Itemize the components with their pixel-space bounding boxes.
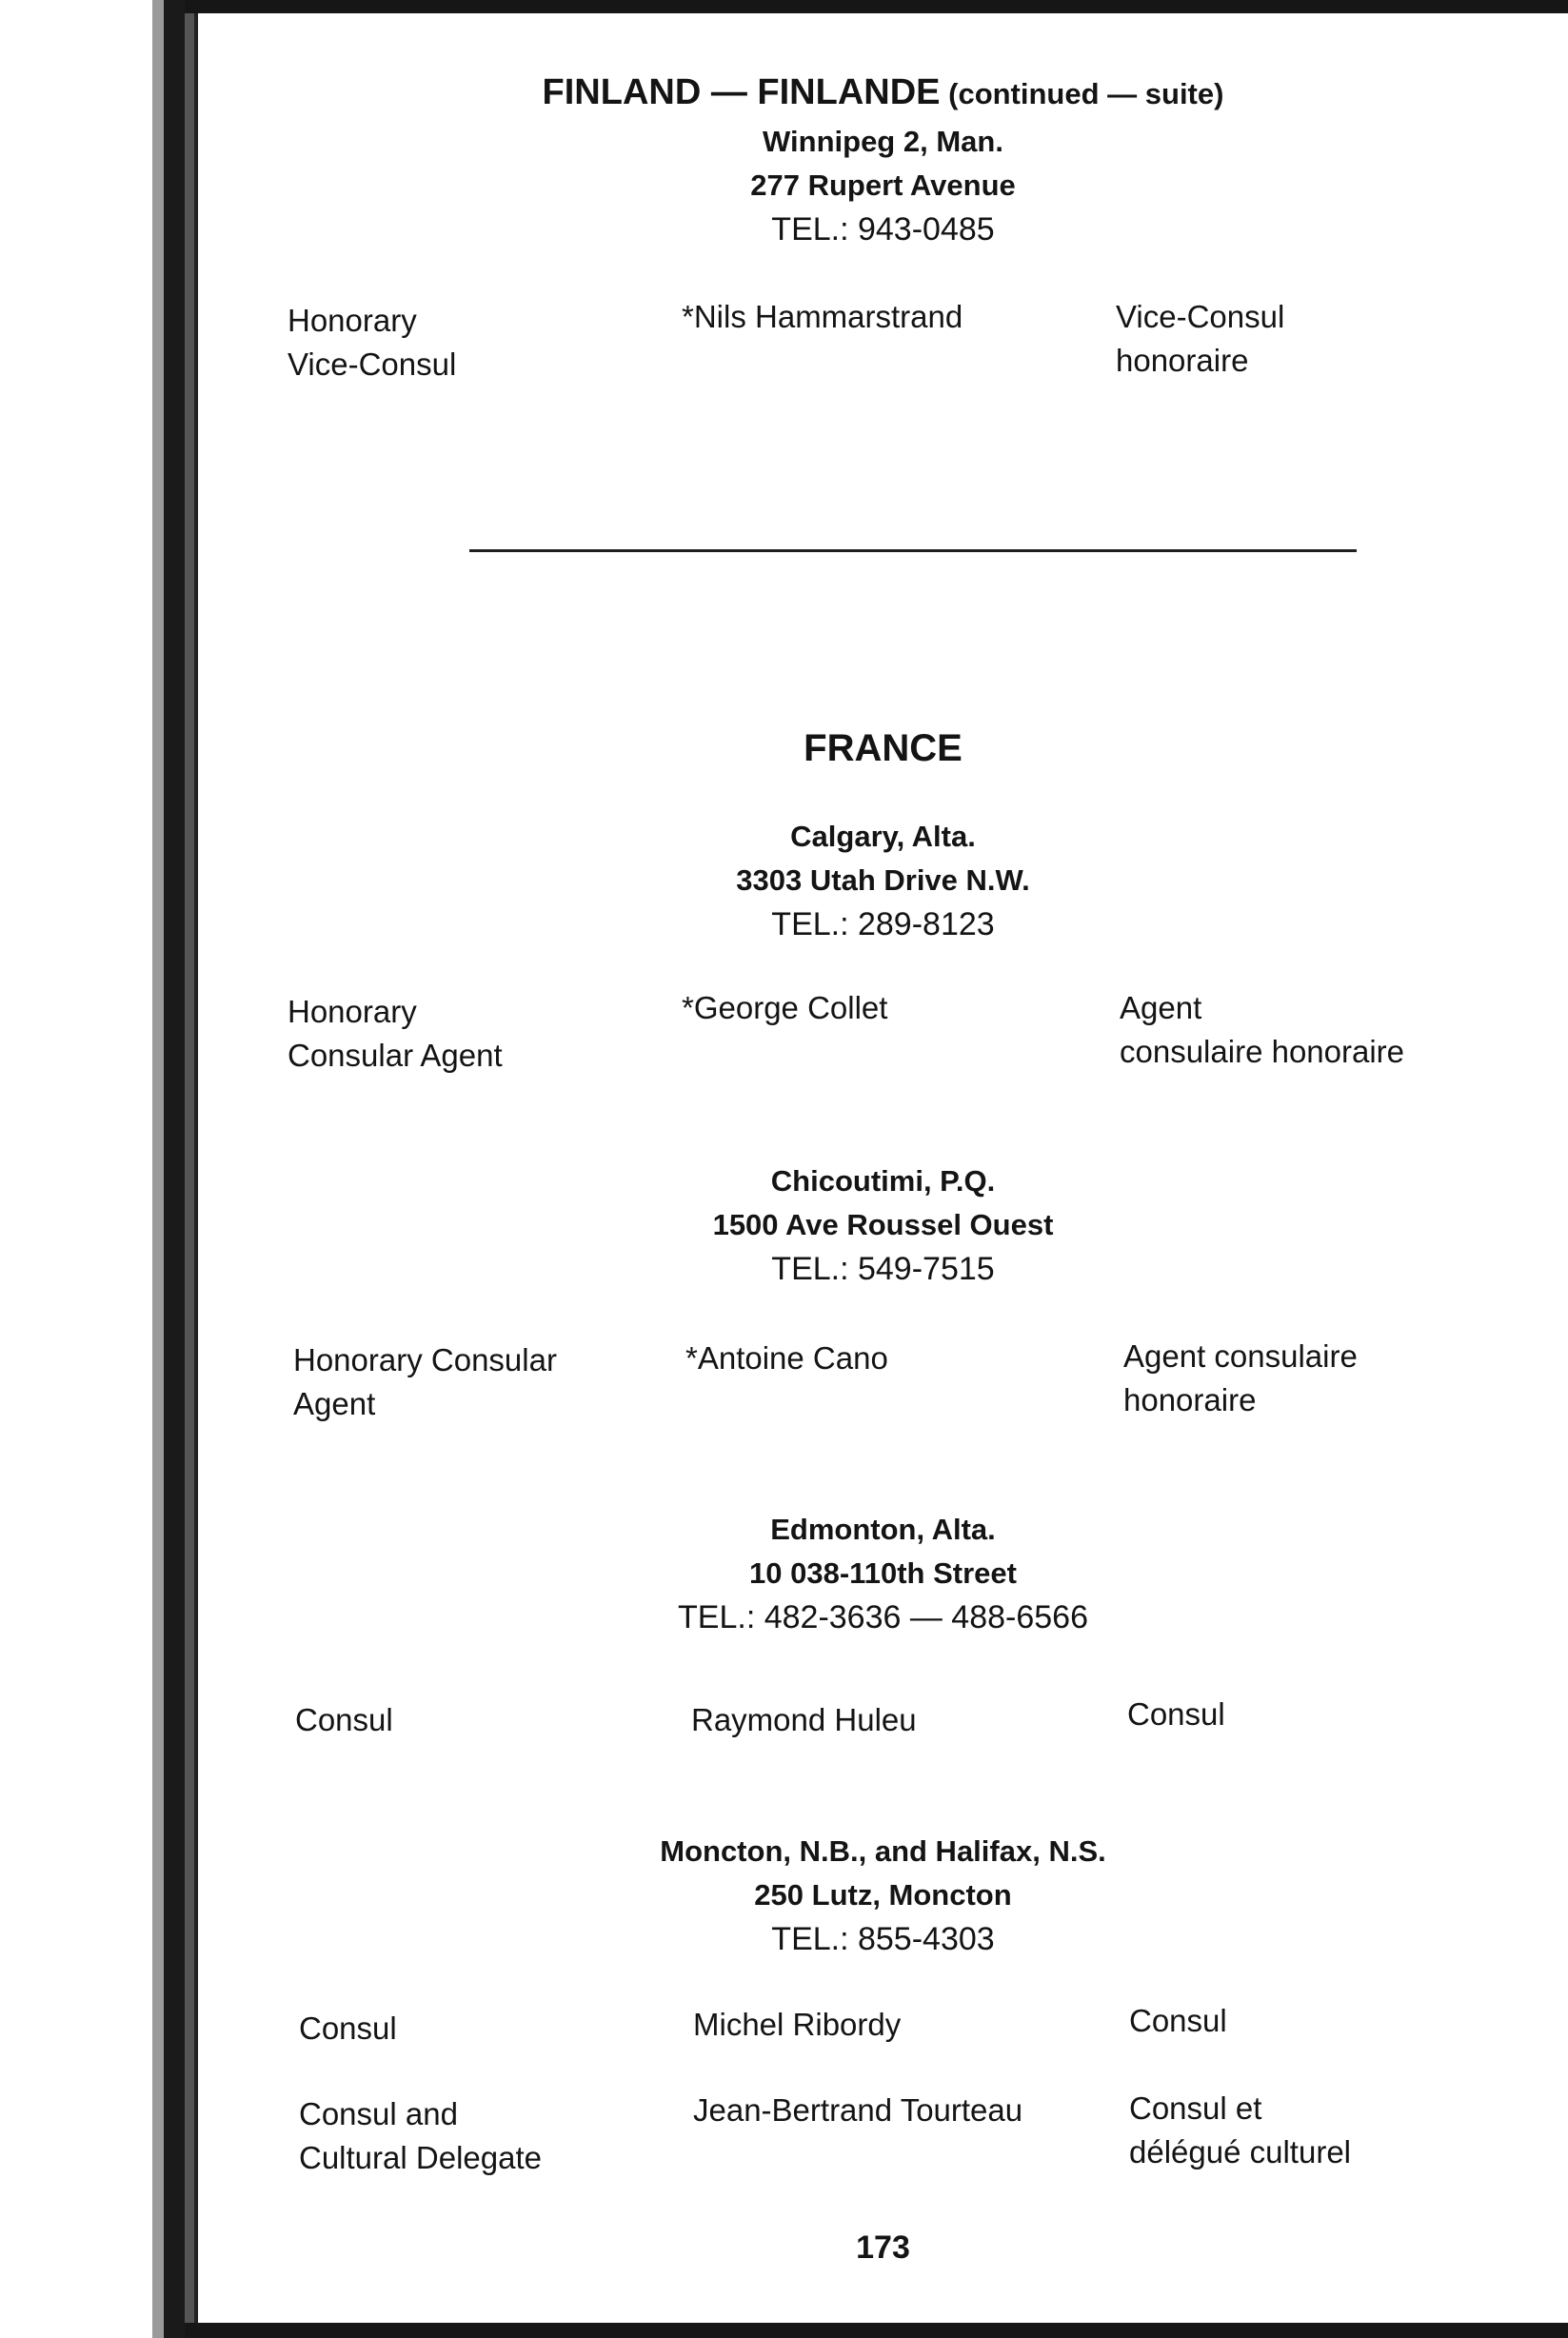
title-french: Vice-Consul honoraire [1116, 299, 1285, 378]
office-city: Edmonton, Alta. [770, 1513, 996, 1546]
office-tel: TEL.: 943-0485 [771, 211, 995, 248]
title-english: Honorary Consular Agent [293, 1342, 557, 1421]
title-french: Agent consulaire honoraire [1120, 990, 1405, 1069]
france-office-moncton [198, 1830, 1568, 1961]
office-tel: TEL.: 549-7515 [771, 1251, 995, 1287]
title-english: Consul [299, 2011, 397, 2046]
scan-border-left-inner [185, 0, 194, 2338]
office-city: Chicoutimi, P.Q. [770, 1164, 996, 1198]
office-city: Calgary, Alta. [790, 820, 976, 853]
finland-heading-suffix: (continued — suite) [948, 77, 1224, 110]
person-name: *George Collet [682, 990, 888, 1025]
finland-heading [198, 70, 1568, 116]
title-english: Honorary Consular Agent [288, 994, 503, 1073]
title-english: Consul [295, 1702, 393, 1737]
person-name: *Nils Hammarstrand [682, 299, 963, 334]
office-street: 10 038-110th Street [749, 1556, 1017, 1590]
office-tel: TEL.: 855-4303 [771, 1921, 995, 1957]
france-office-edmonton [198, 1508, 1568, 1639]
finland-address [198, 120, 1568, 251]
france-heading: FRANCE [804, 727, 963, 769]
office-tel: TEL.: 482-3636 — 488-6566 [678, 1599, 1088, 1635]
person-name: Michel Ribordy [693, 2007, 902, 2042]
document-page [198, 13, 1568, 2323]
scan-border-bottom [185, 2323, 1568, 2338]
france-office-chicoutimi [198, 1159, 1568, 1291]
title-french: Consul [1129, 2003, 1227, 2038]
office-street: 1500 Ave Roussel Ouest [712, 1208, 1054, 1241]
person-name: Jean-Bertrand Tourteau [693, 2092, 1023, 2128]
scan-edge-strip [152, 0, 164, 2338]
title-english: Consul and Cultural Delegate [299, 2096, 542, 2175]
france-office-calgary [198, 815, 1568, 946]
title-french: Consul et délégué culturel [1129, 2090, 1351, 2170]
office-street: 250 Lutz, Moncton [754, 1878, 1012, 1912]
office-city: Moncton, N.B., and Halifax, N.S. [660, 1834, 1106, 1868]
scan-border-left [164, 0, 185, 2338]
scan-border-top [185, 0, 1568, 13]
office-tel: TEL.: 289-8123 [771, 906, 995, 942]
section-divider [469, 549, 1357, 552]
title-french: Agent consulaire honoraire [1123, 1338, 1358, 1417]
person-name: *Antoine Cano [685, 1340, 888, 1376]
office-street: 277 Rupert Avenue [750, 168, 1016, 202]
office-street: 3303 Utah Drive N.W. [736, 863, 1030, 897]
page-number: 173 [856, 2229, 910, 2266]
title-french: Consul [1127, 1696, 1225, 1732]
person-name: Raymond Huleu [691, 1702, 917, 1737]
office-city: Winnipeg 2, Man. [763, 125, 1003, 158]
scan-margin [0, 0, 162, 2338]
finland-heading-title: FINLAND — FINLANDE [542, 72, 941, 112]
title-english: Honorary Vice-Consul [288, 303, 457, 382]
